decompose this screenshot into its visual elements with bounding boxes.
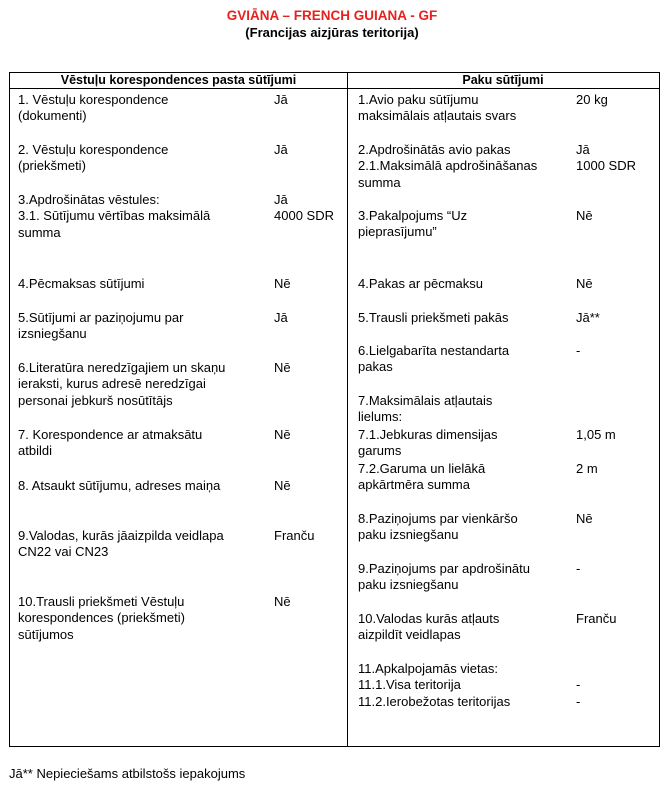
right-item-label: 5.Trausli priekšmeti pakās [358, 310, 509, 325]
right-item-label: 1.Avio paku sūtījumu [358, 92, 479, 107]
left-item-value: 4000 SDR [274, 208, 334, 224]
right-item-label: pieprasījumu” [358, 224, 437, 240]
left-item-label: summa [18, 224, 61, 240]
left-item-value: Franču [274, 528, 315, 543]
left-item-label: 2. Vēstuļu korespondence [18, 142, 169, 157]
left-item-label: 3.Apdrošinātas vēstules: [18, 192, 160, 207]
left-item-value: Jā [274, 310, 288, 325]
left-item-label: 7. Korespondence ar atmaksātu [18, 427, 203, 442]
right-item-value: 1,05 m [576, 427, 616, 442]
right-item-label: 4.Pakas ar pēcmaksu [358, 276, 484, 291]
left-item-label: sūtījumos [18, 626, 74, 642]
right-item-label: 9.Paziņojums par apdrošinātu [358, 561, 530, 576]
right-item-label: garums [358, 443, 402, 459]
right-item-label: pakas [358, 359, 393, 375]
left-item-label: 5.Sūtījumi ar paziņojumu par [18, 310, 184, 325]
right-column-header: Paku sūtījumi [462, 73, 544, 87]
left-item-value: Jā [274, 142, 288, 157]
footnote: Jā** Nepieciešams atbilstošs iepakojums [9, 766, 246, 781]
right-item-value: Nē [576, 511, 593, 526]
left-column-header: Vēstuļu korespondences pasta sūtījumi [60, 73, 297, 87]
left-item-label: korespondences (priekšmeti) [18, 610, 185, 626]
left-item-value: Nē [274, 478, 291, 493]
right-item-label: 3.Pakalpojums “Uz [358, 208, 468, 223]
right-item-label: paku izsniegšanu [358, 527, 459, 543]
left-item-label: 4.Pēcmaksas sūtījumi [18, 276, 145, 291]
left-item-value: Nē [274, 427, 291, 442]
right-item-value: - [576, 343, 581, 358]
right-item-label: maksimālais atļautais svars [358, 108, 517, 124]
left-item-label: CN22 vai CN23 [18, 544, 109, 560]
left-item-label: (priekšmeti) [18, 158, 86, 174]
right-item-label: 2.Apdrošinātās avio pakas [358, 142, 511, 157]
right-item-label: 8.Paziņojums par vienkāršo [358, 511, 518, 526]
right-item-value: 2 m [576, 461, 598, 476]
left-item-label: atbildi [18, 443, 52, 459]
right-item-label: paku izsniegšanu [358, 577, 459, 593]
left-item-label: (dokumenti) [18, 108, 87, 124]
left-item-label: ieraksti, kurus adresē neredzīgai [18, 376, 206, 392]
table-header-row [10, 73, 659, 89]
right-item-value: 1000 SDR [576, 158, 636, 174]
left-item-value: Nē [274, 276, 291, 291]
right-item-label: 11.1.Visa teritorija [358, 677, 461, 693]
right-item-label: 7.2.Garuma un lielākā [358, 461, 486, 476]
left-item-label: personai jebkurš nosūtītājs [18, 392, 173, 408]
page-subtitle: (Francijas aizjūras teritorija) [245, 25, 419, 40]
left-item-label: 10.Trausli priekšmeti Vēstuļu [18, 594, 185, 609]
right-item-label: summa [358, 174, 401, 190]
left-item-label: 8. Atsaukt sūtījumu, adreses maiņa [18, 478, 221, 493]
right-item-value: Nē [576, 208, 593, 223]
right-item-label: 10.Valodas kurās atļauts [358, 611, 500, 626]
right-item-value: 20 kg [576, 92, 608, 107]
left-item-value: Jā [274, 192, 288, 207]
right-item-value: Jā** [576, 310, 600, 325]
page-title: GVIĀNA – FRENCH GUIANA - GF [226, 8, 438, 23]
right-item-value: Jā [576, 142, 590, 157]
left-item-label: izsniegšanu [18, 326, 87, 342]
right-item-label: aizpildīt veidlapas [358, 627, 461, 643]
left-item-label: 6.Literatūra neredzīgajiem un skaņu [18, 360, 226, 375]
right-item-label: apkārtmēra summa [358, 477, 470, 493]
right-item-label: 2.1.Maksimālā apdrošināšanas [358, 158, 538, 174]
right-item-label: 6.Lielgabarīta nestandarta [358, 343, 510, 358]
left-item-value: Jā [274, 92, 288, 107]
right-item-value: - [576, 693, 581, 709]
column-divider [347, 73, 348, 746]
right-item-value: Franču [576, 611, 617, 626]
right-item-label: 7.1.Jebkuras dimensijas [358, 427, 498, 442]
right-item-value: Nē [576, 276, 593, 291]
left-item-label: 1. Vēstuļu korespondence [18, 92, 169, 107]
right-item-label: 7.Maksimālais atļautais [358, 393, 493, 408]
right-item-value: - [576, 677, 581, 693]
left-item-value: Nē [274, 594, 291, 609]
left-item-label: 9.Valodas, kurās jāaizpilda veidlapa [18, 528, 224, 543]
right-item-label: 11.2.Ierobežotas teritorijas [358, 693, 511, 709]
services-table [9, 72, 660, 747]
left-item-value: Nē [274, 360, 291, 375]
right-item-label: 11.Apkalpojamās vietas: [358, 661, 498, 676]
right-item-label: lielums: [358, 409, 403, 425]
left-item-label: 3.1. Sūtījumu vērtības maksimālā [18, 208, 211, 224]
right-item-value: - [576, 561, 581, 576]
